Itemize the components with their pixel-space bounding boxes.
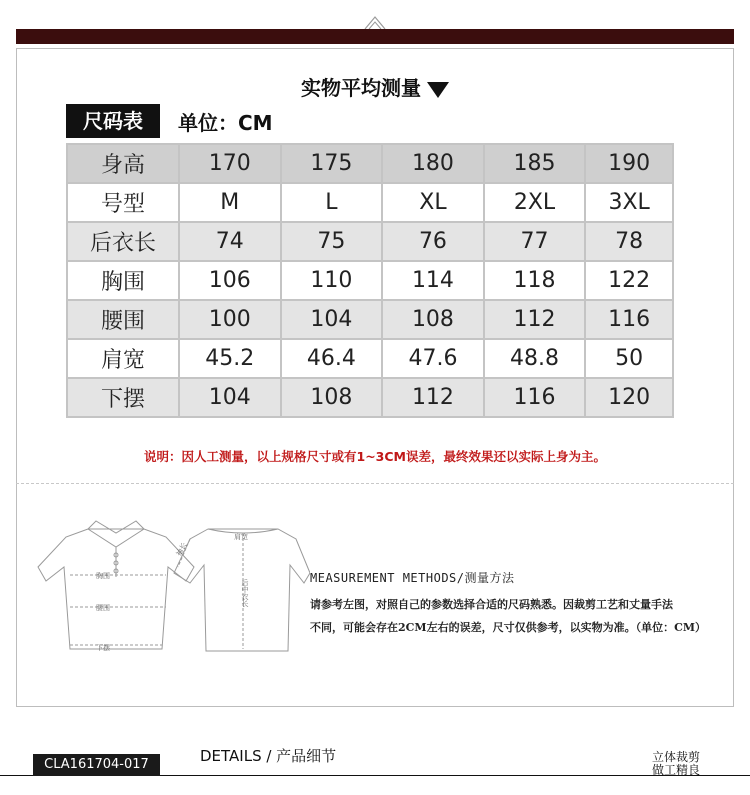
sleeve-label: 袖长	[174, 541, 189, 558]
table-row	[67, 144, 673, 183]
tagline-line-2: 做工精良	[652, 763, 701, 777]
table-cell: 108	[281, 378, 383, 417]
down-triangle-icon	[427, 82, 449, 98]
table-cell: 104	[281, 300, 383, 339]
table-cell: M	[179, 183, 281, 222]
measurement-description	[310, 593, 730, 639]
top-notch-icon	[363, 12, 387, 30]
table-cell: 106	[179, 261, 281, 300]
table-cell: 100	[179, 300, 281, 339]
table-cell: 50	[585, 339, 673, 378]
table-cell: 78	[585, 222, 673, 261]
table-cell: 110	[281, 261, 383, 300]
table-row	[67, 339, 673, 378]
row-label: 胸围	[67, 261, 179, 300]
table-cell: 3XL	[585, 183, 673, 222]
table-cell: 2XL	[484, 183, 586, 222]
table-cell: 190	[585, 144, 673, 183]
measurement-line-1: 请参考左图，对照自己的参数选择合适的尺码熟悉。因裁剪工艺和丈量手法	[310, 598, 673, 611]
table-cell: 122	[585, 261, 673, 300]
row-label: 号型	[67, 183, 179, 222]
row-label: 后衣长	[67, 222, 179, 261]
measurement-title: MEASUREMENT METHODS/测量方法	[310, 571, 515, 585]
table-cell: 108	[382, 300, 484, 339]
table-cell: 180	[382, 144, 484, 183]
table-cell: 112	[484, 300, 586, 339]
table-cell: 76	[382, 222, 484, 261]
table-cell: 48.8	[484, 339, 586, 378]
craft-tagline	[652, 751, 700, 777]
table-row	[67, 183, 673, 222]
product-code: CLA161704-017	[33, 754, 160, 776]
measurement-note: 说明：因人工测量，以上规格尺寸或有1~3CM误差，最终效果还以实际上身为主。	[144, 449, 606, 464]
table-cell: 104	[179, 378, 281, 417]
back-length-label: 后中衣长	[241, 579, 249, 607]
table-cell: XL	[382, 183, 484, 222]
table-cell: 112	[382, 378, 484, 417]
table-cell: 46.4	[281, 339, 383, 378]
table-row	[67, 378, 673, 417]
unit-label: 单位：CM	[178, 111, 273, 135]
table-cell: 116	[585, 300, 673, 339]
top-bar	[16, 29, 734, 44]
table-cell: 114	[382, 261, 484, 300]
table-cell: 77	[484, 222, 586, 261]
table-cell: 116	[484, 378, 586, 417]
row-label: 肩宽	[67, 339, 179, 378]
tagline-line-1: 立体裁剪	[652, 750, 701, 764]
table-cell: 118	[484, 261, 586, 300]
size-table	[66, 143, 674, 418]
front-shirt-drawing	[38, 521, 194, 649]
table-cell: 47.6	[382, 339, 484, 378]
table-cell: L	[281, 183, 383, 222]
shoulder-label: 肩宽	[234, 533, 248, 541]
table-cell: 45.2	[179, 339, 281, 378]
size-chart-label: 尺码表	[66, 104, 160, 138]
hem-label: 下摆	[96, 644, 110, 652]
divider	[16, 483, 734, 484]
table-row	[67, 261, 673, 300]
row-label: 下摆	[67, 378, 179, 417]
heading-text: 实物平均测量	[301, 76, 421, 100]
table-cell: 120	[585, 378, 673, 417]
row-label: 腰围	[67, 300, 179, 339]
shirt-measurement-diagram	[30, 517, 310, 657]
row-label: 身高	[67, 144, 179, 183]
table-cell: 75	[281, 222, 383, 261]
table-cell: 170	[179, 144, 281, 183]
measurement-line-2: 不同，可能会存在2CM左右的误差，尺寸仅供参考，以实物为准。（单位：CM）	[310, 621, 707, 634]
table-cell: 74	[179, 222, 281, 261]
waist-label: 腰围	[96, 604, 110, 612]
table-cell: 175	[281, 144, 383, 183]
table-cell: 185	[484, 144, 586, 183]
chest-label: 胸围	[96, 572, 110, 580]
details-heading: DETAILS / 产品细节	[200, 747, 337, 765]
page-heading	[0, 72, 750, 101]
table-row	[67, 222, 673, 261]
table-row	[67, 300, 673, 339]
